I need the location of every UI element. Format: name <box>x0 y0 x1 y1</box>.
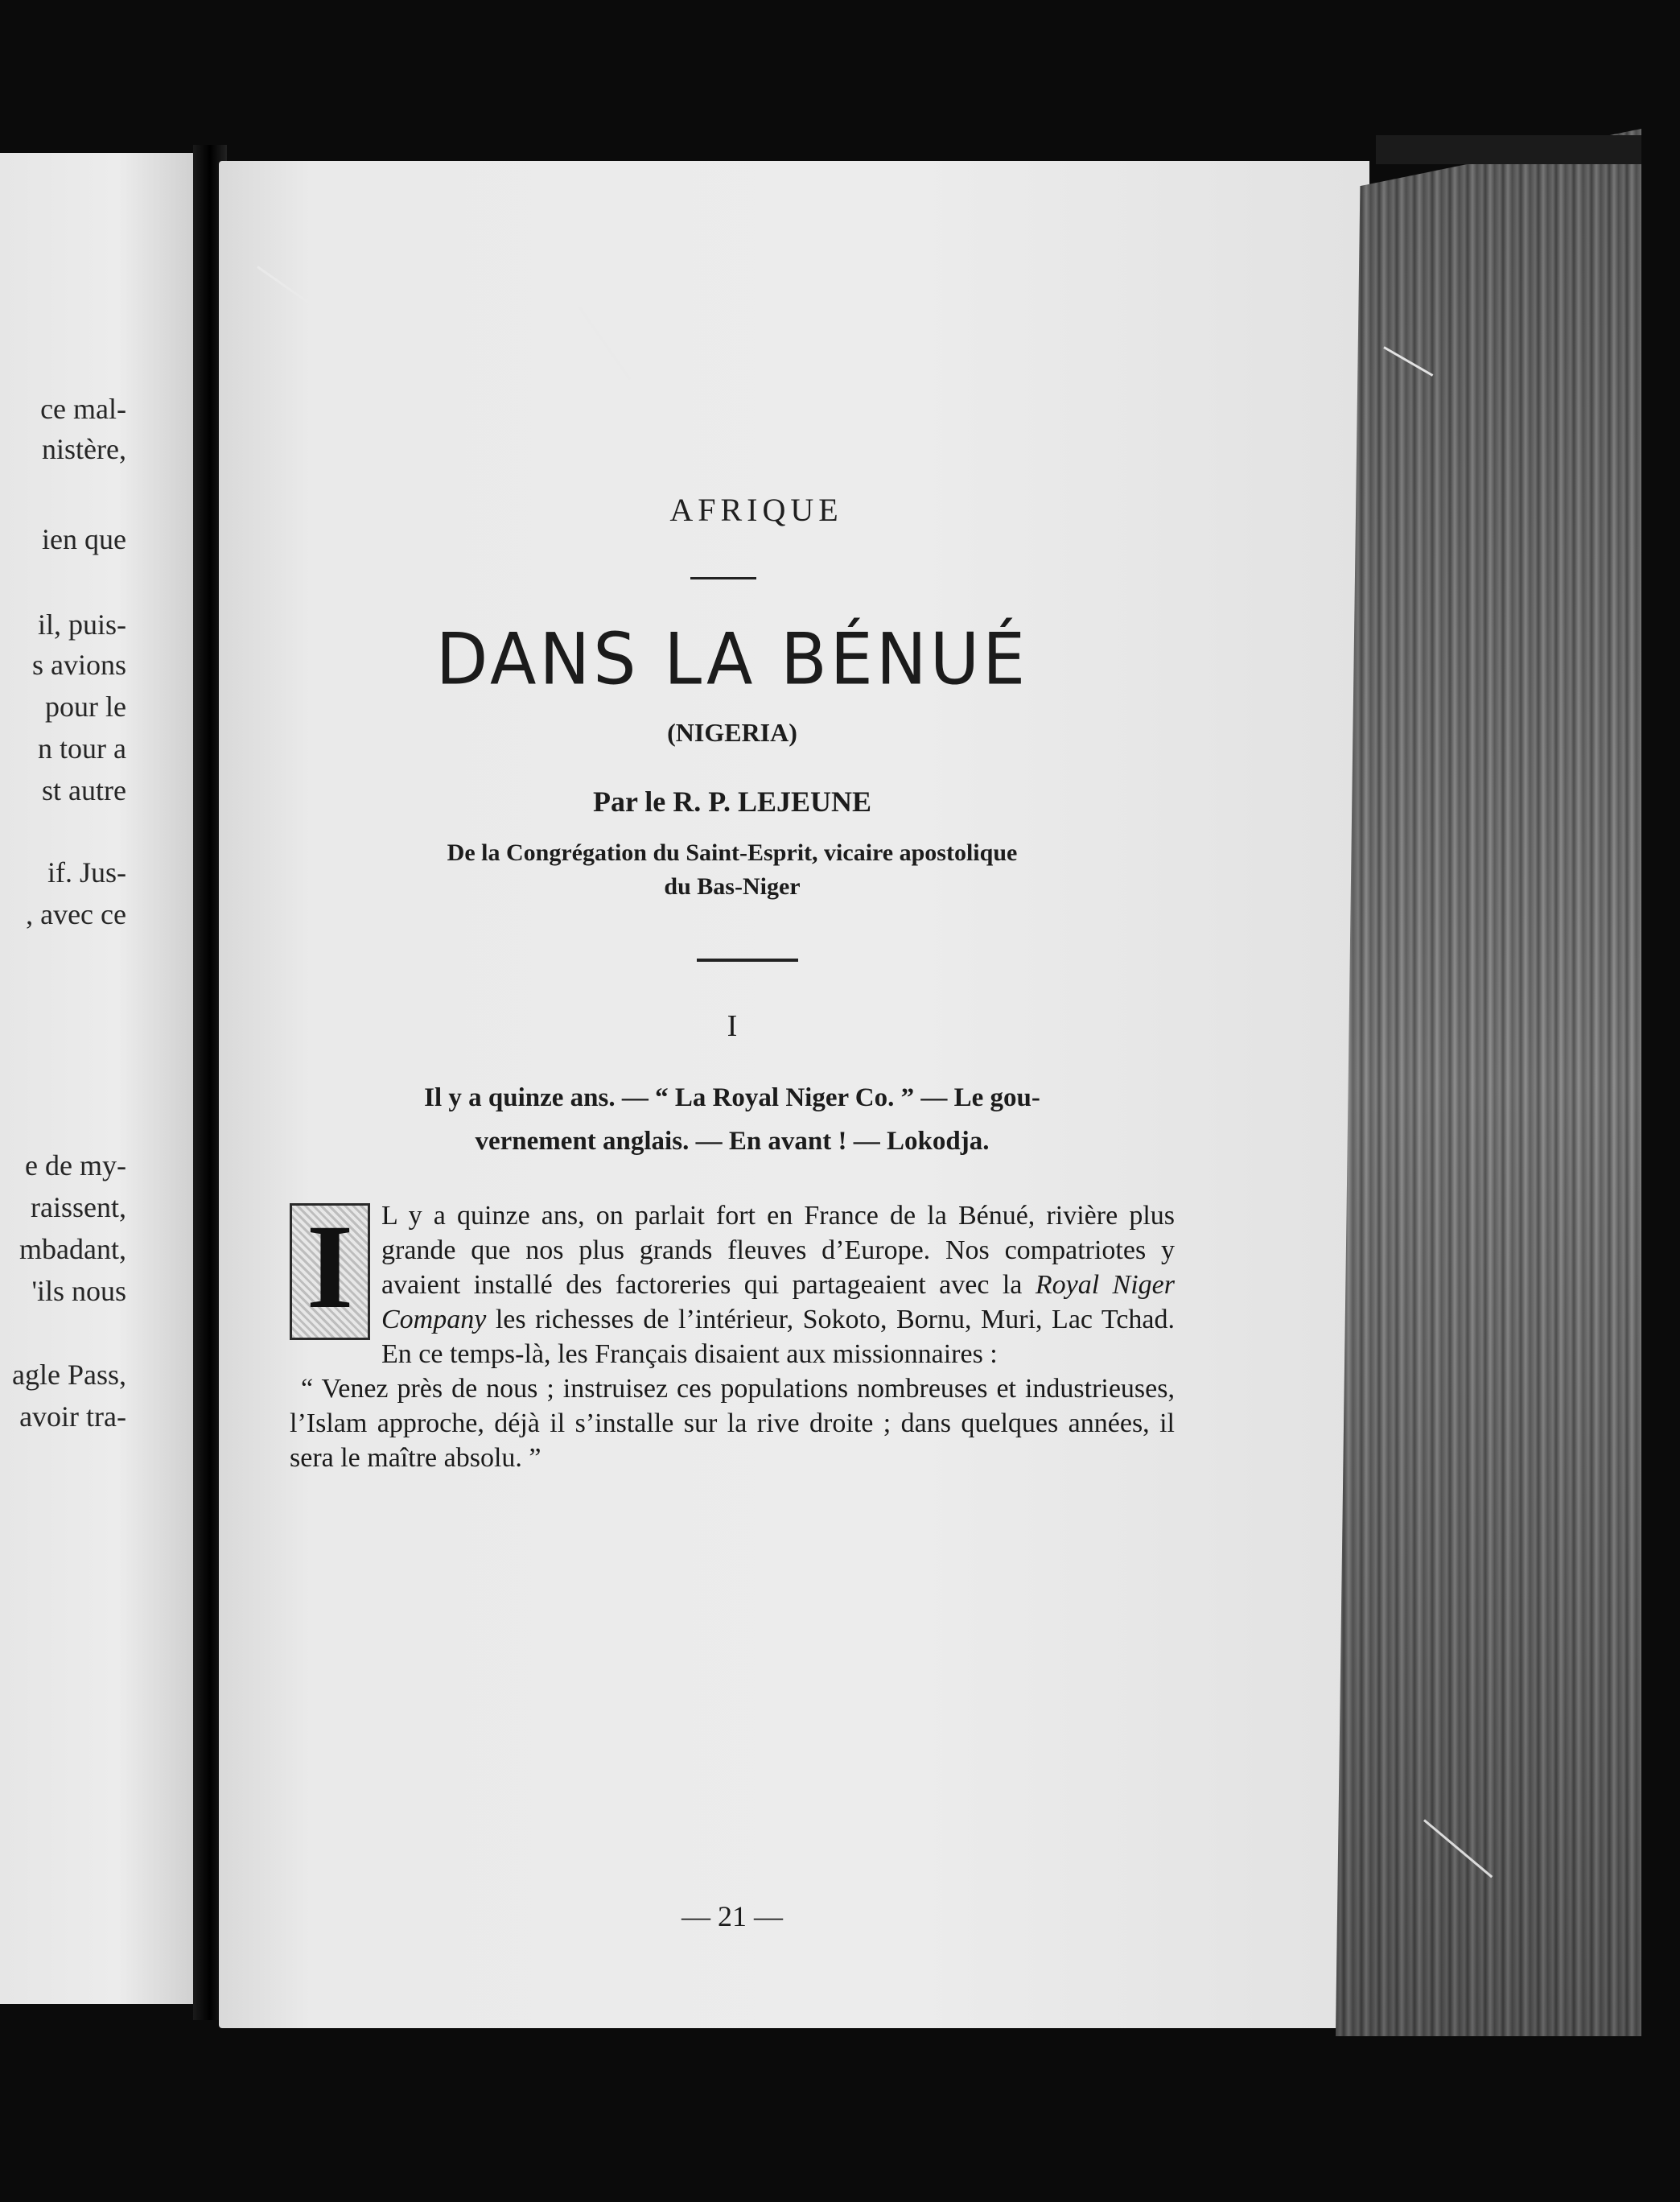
ornamental-dropcap <box>290 1200 370 1340</box>
left-page-line: if. Jus- <box>47 856 126 889</box>
page-block-top <box>1376 135 1641 164</box>
left-page-line: 'ils nous <box>31 1275 126 1307</box>
left-page-line: nistère, <box>42 433 126 465</box>
left-page-line: , avec ce <box>26 898 126 930</box>
left-page-line: avoir tra- <box>19 1400 126 1433</box>
paragraph-italic: Royal Niger Company <box>381 1270 1175 1334</box>
left-page-line: il, puis- <box>37 608 126 641</box>
page-title: DANS LA BÉNUÉ <box>435 617 1029 701</box>
paragraph-text: “ Venez près de nous ; instruisez ces populations nombreuses et industrieuses, l’Islam approche, déjà il s’installe sur la rive droite ; dans quelques années, il sera le maître absolu. ” <box>290 1374 1175 1473</box>
left-page-line: ien que <box>42 523 126 555</box>
affiliation-line: De la Congrégation du Saint-Esprit, vicaire apostolique <box>447 839 1018 866</box>
page-subtitle: (NIGERIA) <box>667 718 797 747</box>
author-line: Par le R. P. LEJEUNE <box>592 786 872 818</box>
left-page-line: st autre <box>42 774 126 806</box>
left-facing-page <box>0 153 197 2004</box>
body-paragraph <box>290 1198 1175 1371</box>
left-page-line: ce mal- <box>40 393 126 425</box>
left-page-line: n tour a <box>38 732 126 765</box>
chapter-summary <box>290 1076 1175 1163</box>
page-number: — 21 — <box>681 1900 783 1932</box>
divider-rule <box>690 577 756 579</box>
author-affiliation <box>290 836 1175 904</box>
paragraph-text: L y a quinze ans, on parlait fort en France de la Bénué, rivière plus grande que nos plus grands fleuves d’Europe. Nos compatriotes y avaient installé des factoreries qui partageaient avec la <box>381 1201 1175 1300</box>
left-page-line: agle Pass, <box>12 1359 126 1391</box>
section-heading: AFRIQUE <box>669 492 843 528</box>
left-page-line: pour le <box>45 691 126 723</box>
left-page-line: raissent, <box>31 1191 126 1223</box>
affiliation-line: du Bas-Niger <box>664 873 801 900</box>
left-page-line: e de my- <box>25 1149 126 1181</box>
page-block-shade <box>1336 129 1641 2036</box>
chapter-number: I <box>727 1009 738 1043</box>
summary-line: Il y a quinze ans. — “ La Royal Niger Co. ” — Le gou- <box>424 1083 1040 1112</box>
left-page-line: mbadant, <box>19 1233 126 1265</box>
divider-rule <box>697 959 798 962</box>
left-page-line: s avions <box>32 649 126 681</box>
body-paragraph <box>290 1371 1175 1475</box>
dropcap-letter: I <box>306 1200 354 1334</box>
page-content <box>290 451 1175 1932</box>
summary-line: vernement anglais. — En avant ! — Lokodja. <box>475 1127 990 1156</box>
paragraph-text: les richesses de l’intérieur, Sokoto, Bornu, Muri, Lac Tchad. En ce temps-là, les Français disaient aux missionnaires : <box>381 1305 1175 1369</box>
